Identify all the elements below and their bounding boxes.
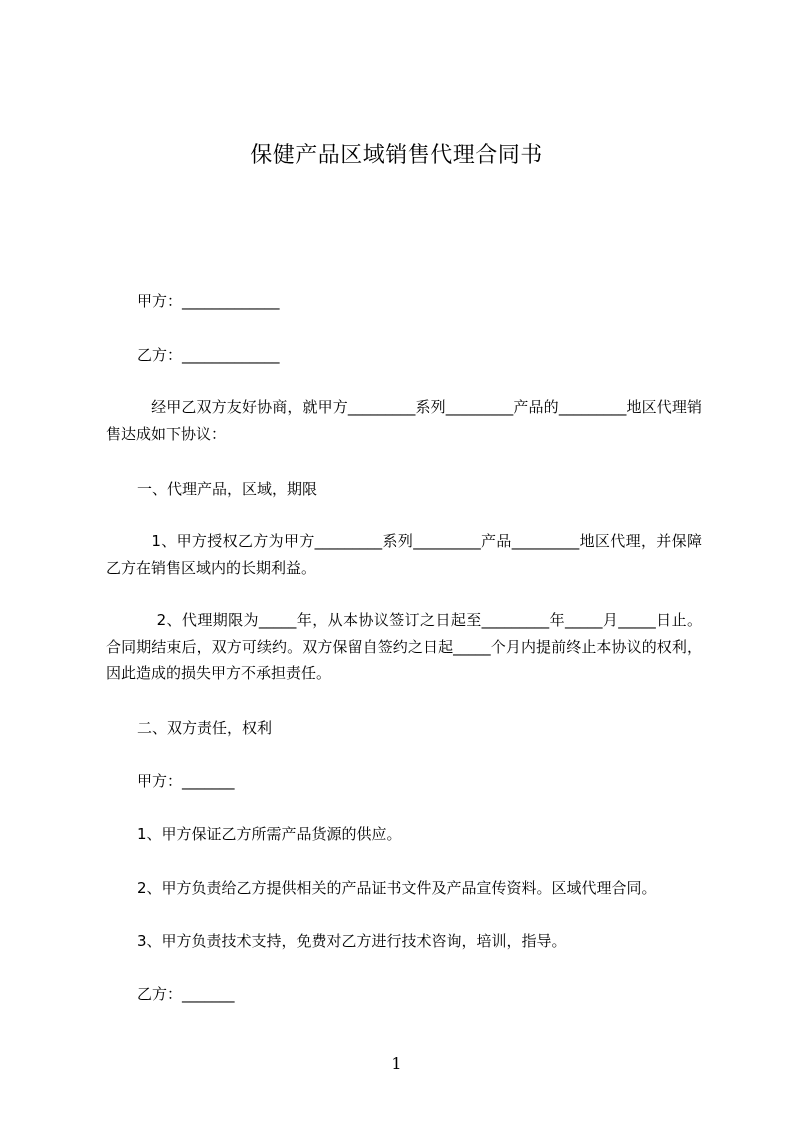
section-2-heading: 二、双方责任，权利 (137, 719, 273, 737)
section-1-item-1: 1、甲方授权乙方为甲方_________系列_________产品_________地区代理，并保障乙方在销售区域内的长期利益。 (106, 532, 702, 577)
section-2-a-item-1: 1、甲方保证乙方所需产品货源的供应。 (137, 825, 402, 843)
party-a-line: 甲方：_____________ (137, 292, 280, 310)
intro-paragraph: 经甲乙双方友好协商，就甲方_________系列_________产品的_________地区代理销售达成如下协议： (106, 398, 702, 443)
party-b-line: 乙方：_____________ (137, 346, 280, 364)
document-title: 保健产品区域销售代理合同书 (250, 143, 543, 168)
page-number: 1 (391, 1054, 402, 1073)
section-1-heading: 一、代理产品，区域，期限 (137, 480, 318, 498)
section-1-item-2: 2、代理期限为_____年，从本协议签订之日起至_________年_____月_____日止。 合同期结束后，双方可续约。双方保留自签约之日起_____个月内提前终止本协议的权利，因此造成的损失甲方不承担责任。 (106, 611, 702, 682)
section-2-party-b-label: 乙方：_______ (137, 985, 235, 1003)
section-2-party-a-label: 甲方：_______ (137, 772, 235, 790)
section-2-a-item-3: 3、甲方负责技术支持，免费对乙方进行技术咨询，培训，指导。 (137, 932, 567, 950)
section-2-a-item-2: 2、甲方负责给乙方提供相关的产品证书文件及产品宣传资料。区域代理合同。 (137, 879, 657, 897)
